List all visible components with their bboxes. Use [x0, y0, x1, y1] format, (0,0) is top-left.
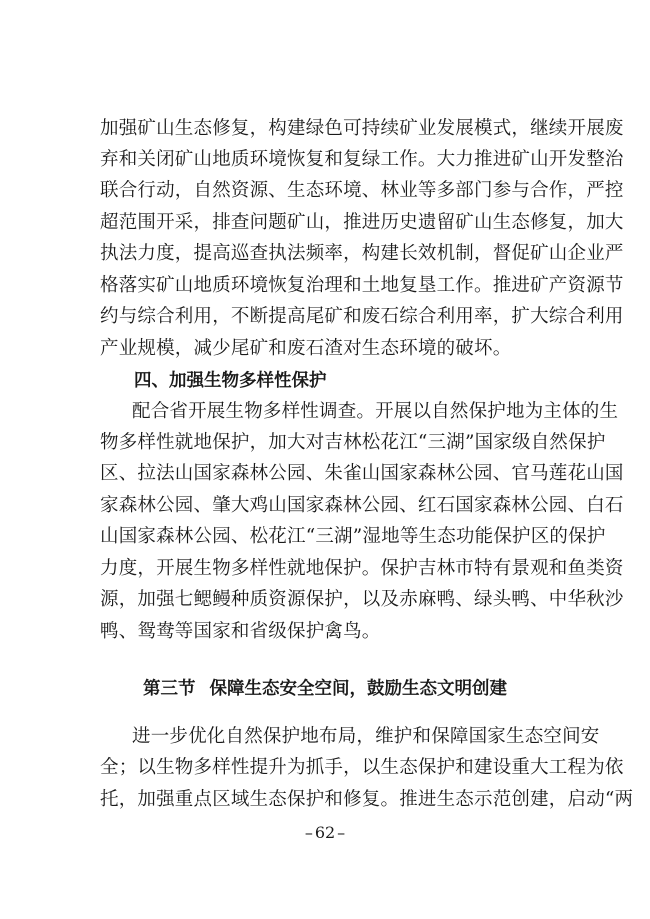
- text-line: 物多样性就地保护，加大对吉林松花江“三湖”国家级自然保护: [100, 432, 606, 453]
- page-number: – 62 –: [304, 823, 346, 842]
- text-line: 产业规模，减少尾矿和废石渣对生态环境的破坏。: [100, 338, 512, 359]
- text-line: 配合省开展生物多样性调查。开展以自然保护地为主体的生: [132, 401, 619, 422]
- text-line: 弃和关闭矿山地质环境恢复和复绿工作。大力推进矿山开发整治: [100, 149, 624, 170]
- text-line: 格落实矿山地质环境恢复治理和土地复垦工作。推进矿产资源节: [100, 275, 624, 296]
- text-line: 超范围开采，排查问题矿山，推进历史遗留矿山生态修复，加大: [100, 212, 624, 233]
- text-line: 加强矿山生态修复，构建绿色可持续矿业发展模式，继续开展废: [100, 118, 624, 139]
- text-line: 力度，开展生物多样性就地保护。保护吉林市特有景观和鱼类资: [100, 558, 624, 579]
- text-line: 执法力度，提高巡查执法频率，构建长效机制，督促矿山企业严: [100, 243, 624, 264]
- text-line: 家森林公园、肇大鸡山国家森林公园、红石国家森林公园、白石: [100, 495, 624, 516]
- text-line: 鸭、鸳鸯等国家和省级保护禽鸟。: [100, 621, 381, 642]
- text-line: 区、拉法山国家森林公园、朱雀山国家森林公园、官马莲花山国: [100, 463, 624, 484]
- section-label: 第三节: [143, 679, 196, 699]
- section-heading: [0, 678, 650, 700]
- subheading-biodiversity: 四、加强生物多样性保护: [134, 371, 327, 391]
- text-line: 联合行动，自然资源、生态环境、林业等多部门参与合作，严控: [100, 180, 624, 201]
- page-number-value: 62: [314, 823, 336, 842]
- text-line: 进一步优化自然保护地布局，维护和保障国家生态空间安: [132, 726, 600, 747]
- text-line: 托，加强重点区域生态保护和修复。推进生态示范创建，启动“两: [100, 789, 634, 810]
- section-title: 保障生态安全空间，鼓励生态文明创建: [209, 679, 507, 699]
- text-line: 约与综合利用，不断提高尾矿和废石综合利用率，扩大综合利用: [100, 306, 624, 327]
- text-line: 全；以生物多样性提升为抓手，以生态保护和建设重大工程为依: [100, 757, 624, 778]
- text-line: 源，加强七鳃鳗种质资源保护，以及赤麻鸭、绿头鸭、中华秋沙: [100, 589, 624, 610]
- text-line: 山国家森林公园、松花江“三湖”湿地等生态功能保护区的保护: [100, 526, 606, 547]
